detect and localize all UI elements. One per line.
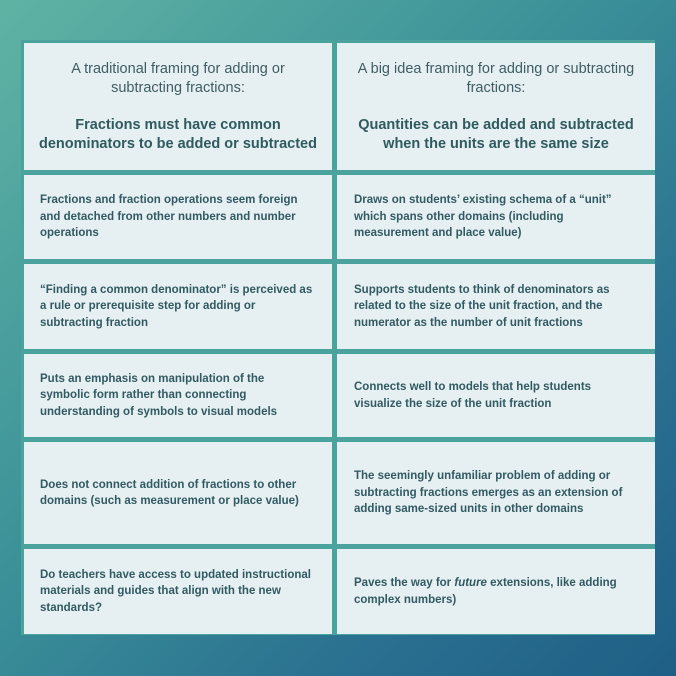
big-idea-framing-principle: Quantities can be added and subtracted when the units are the same size bbox=[358, 116, 634, 152]
traditional-framing-label: A traditional framing for adding or subtracting fractions: bbox=[71, 60, 285, 96]
traditional-point-2: “Finding a common denominator” is perceived as a rule or prerequisite step for adding or subtracting fraction bbox=[24, 264, 332, 349]
big-idea-framing-header bbox=[337, 43, 655, 170]
traditional-point-1: Fractions and fraction operations seem foreign and detached from other numbers and number operations bbox=[24, 175, 332, 259]
traditional-framing-principle: Fractions must have common denominators to be added or subtracted bbox=[39, 116, 317, 152]
big-idea-point-5: Paves the way for future extensions, like adding complex numbers) bbox=[337, 549, 655, 634]
big-idea-framing-label: A big idea framing for adding or subtracting fractions: bbox=[357, 60, 635, 96]
traditional-point-5: Do teachers have access to updated instructional materials and guides that align with the new standards? bbox=[24, 549, 332, 634]
traditional-point-4: Does not connect addition of fractions to other domains (such as measurement or place value) bbox=[24, 442, 332, 544]
big-idea-point-1: Draws on students’ existing schema of a “unit” which spans other domains (including measurement and place value) bbox=[337, 175, 655, 259]
traditional-framing-header bbox=[24, 43, 332, 170]
traditional-point-3: Puts an emphasis on manipulation of the symbolic form rather than connecting understanding of symbols to visual models bbox=[24, 354, 332, 437]
big-idea-point-3: Connects well to models that help students visualize the size of the unit fraction bbox=[337, 354, 655, 437]
big-idea-point-4: The seemingly unfamiliar problem of adding or subtracting fractions emerges as an extension of adding same-sized units in other domains bbox=[337, 442, 655, 544]
big-idea-point-2: Supports students to think of denominators as related to the size of the unit fraction, and the numerator as the number of unit fractions bbox=[337, 264, 655, 349]
comparison-table bbox=[21, 40, 655, 635]
